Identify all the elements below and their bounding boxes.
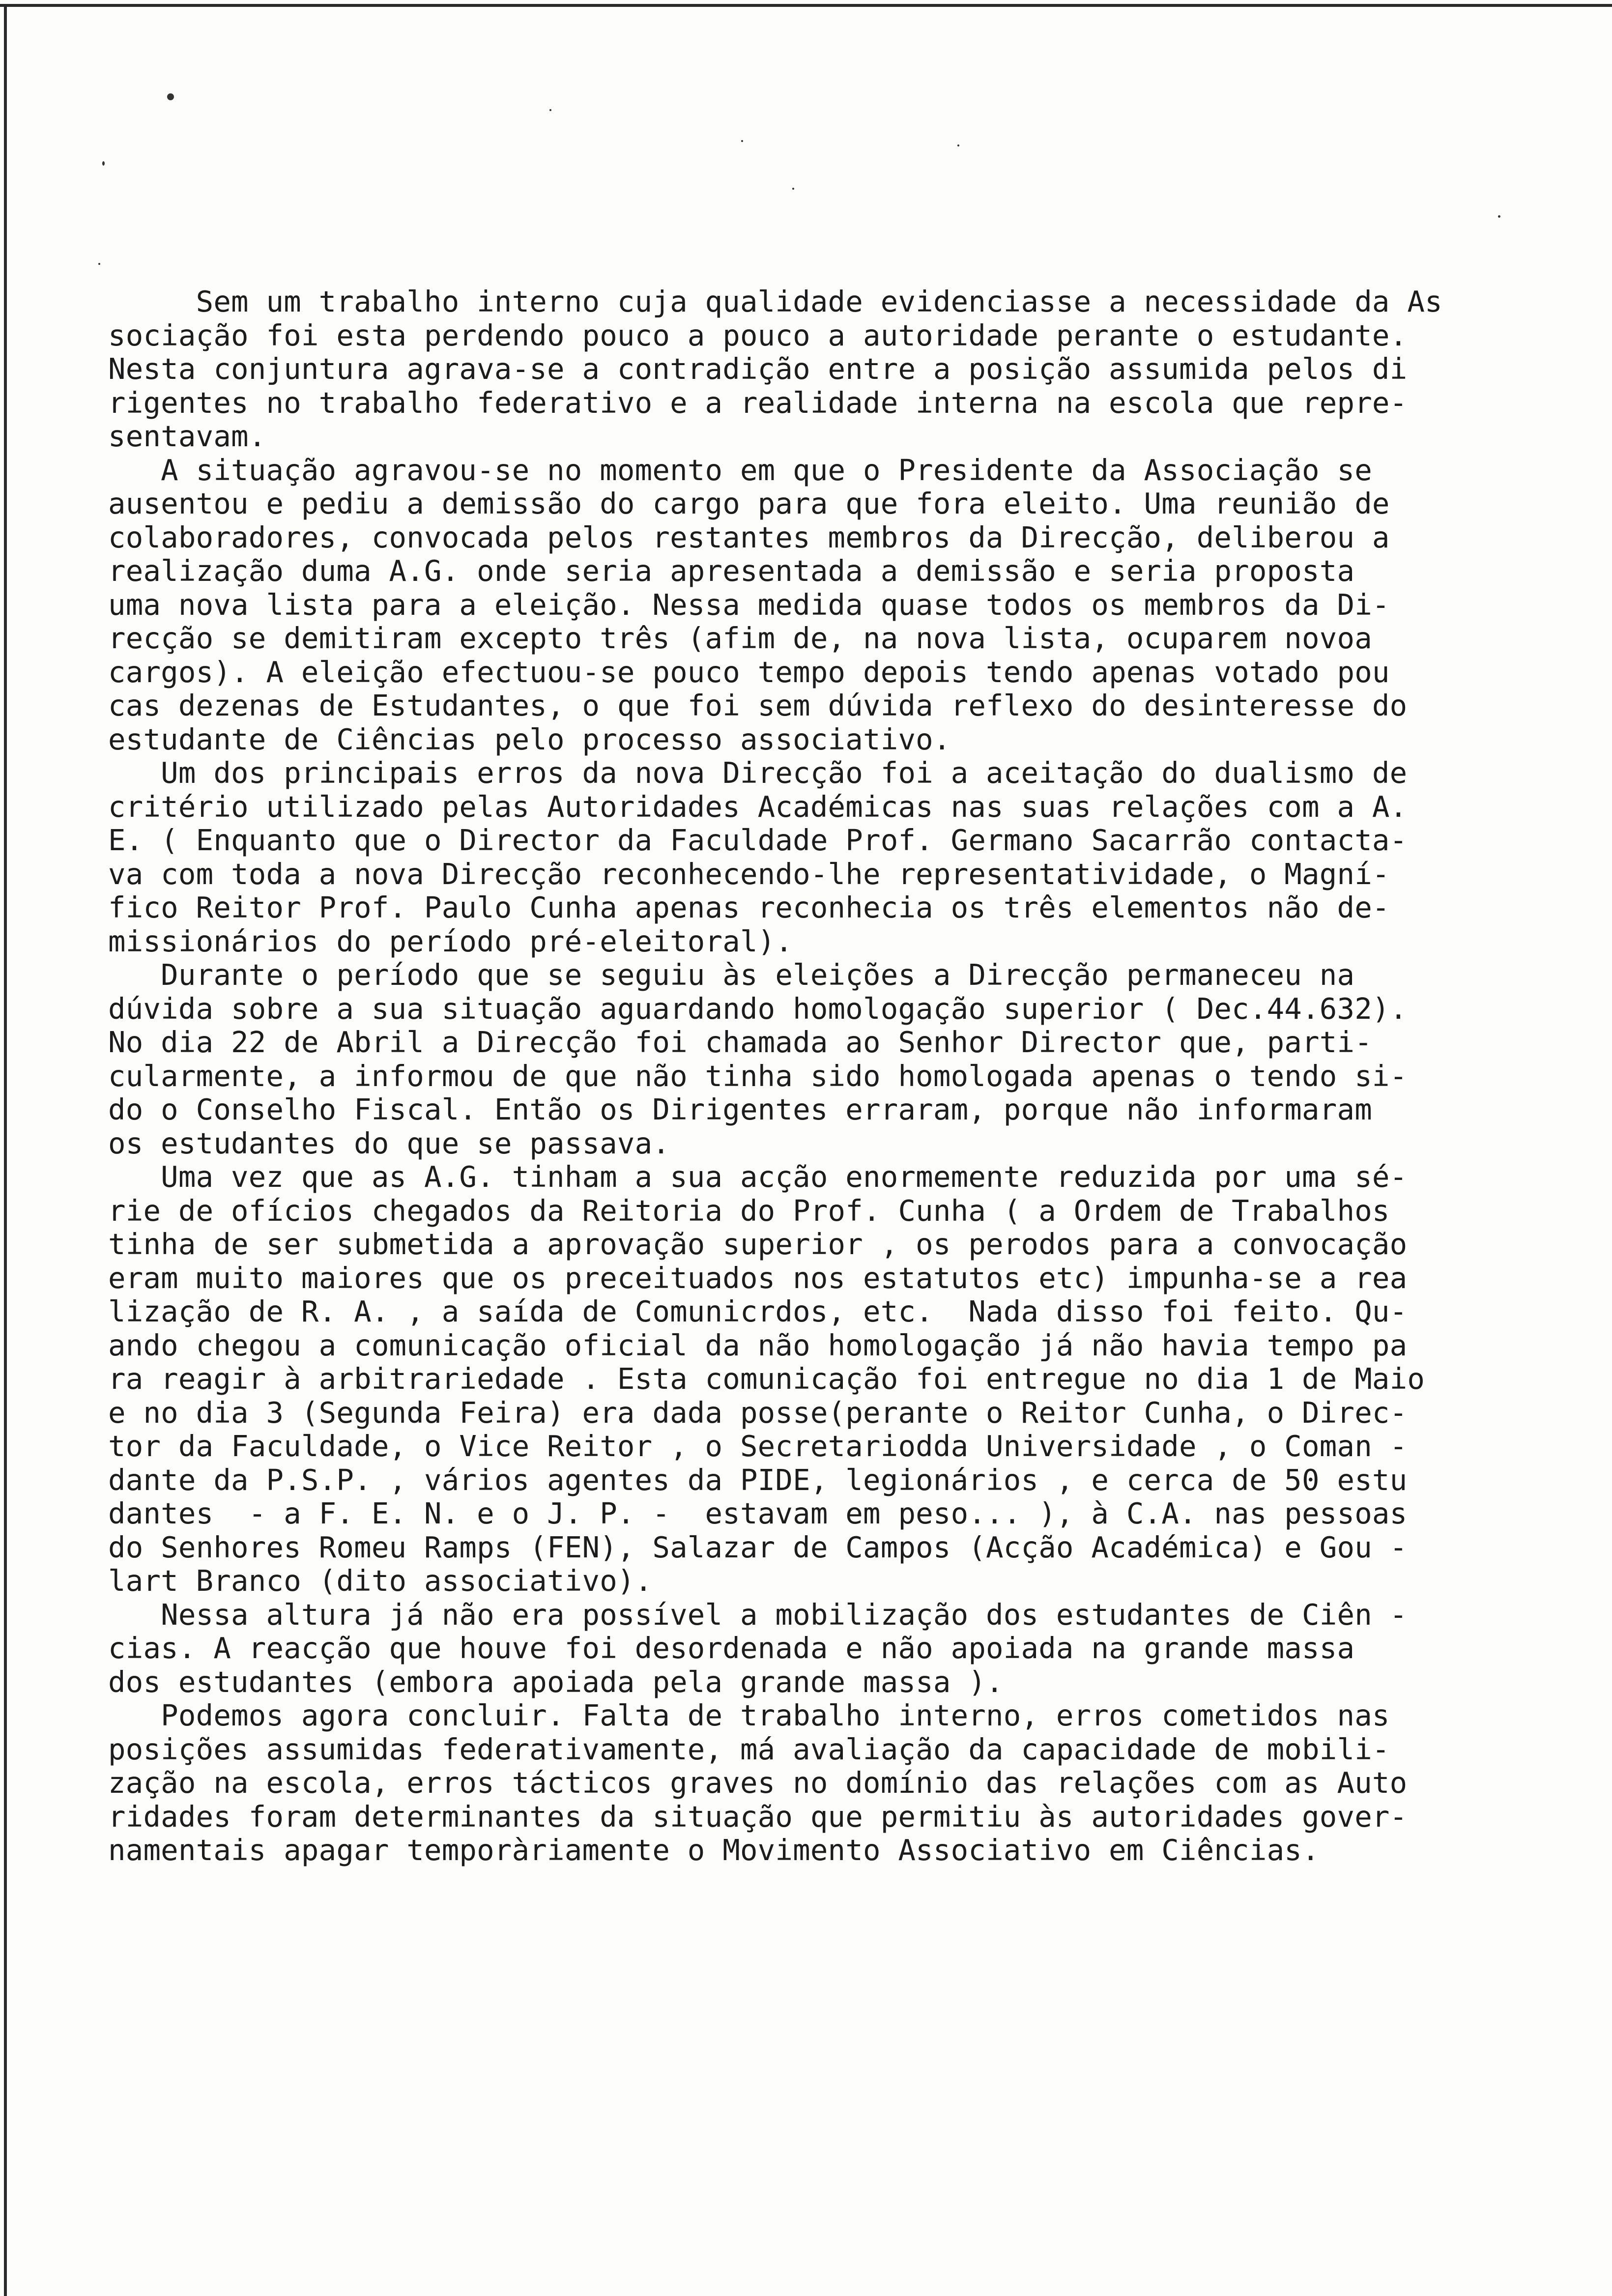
text-line: Nesta conjuntura agrava-se a contradição entre a posição assumida pelos di xyxy=(108,352,1408,386)
text-line: ando chegou a comunicação oficial da não homologação já não havia tempo pa xyxy=(108,1328,1408,1362)
scan-speck xyxy=(102,161,105,166)
text-line: rie de ofícios chegados da Reitoria do Prof. Cunha ( a Ordem de Trabalhos xyxy=(108,1193,1390,1228)
text-line: recção se demitiram excepto três (afim de, na nova lista, ocuparem novoa xyxy=(108,621,1372,655)
scan-speck xyxy=(549,109,551,111)
text-line: dos estudantes (embora apoiada pela grande massa ). xyxy=(108,1665,1004,1699)
text-line: fico Reitor Prof. Paulo Cunha apenas reconhecia os três elementos não de- xyxy=(108,890,1390,924)
text-line: sociação foi esta perdendo pouco a pouco a autoridade perante o estudante. xyxy=(108,318,1408,352)
text-line: ridades foram determinantes da situação que permitiu às autoridades gover- xyxy=(108,1799,1408,1834)
text-line: cas dezenas de Estudantes, o que foi sem dúvida reflexo do desinteresse do xyxy=(108,689,1408,722)
text-line: cias. A reacção que houve foi desordenada e não apoiada na grande massa xyxy=(108,1631,1355,1665)
scan-border-top xyxy=(0,4,1612,7)
text-line: rigentes no trabalho federativo e a realidade interna na escola que repre- xyxy=(108,385,1408,420)
text-line: critério utilizado pelas Autoridades Académicas nas suas relações com a A. xyxy=(108,789,1408,824)
text-line: colaboradores, convocada pelos restantes membros da Direcção, deliberou a xyxy=(108,520,1390,554)
text-line: missionários do período pré-eleitoral). xyxy=(108,924,793,958)
document-body xyxy=(108,285,1563,1867)
text-line: sentavam. xyxy=(108,419,266,453)
text-line: realização duma A.G. onde seria apresentada a demissão e seria proposta xyxy=(108,554,1355,588)
scan-speck xyxy=(792,188,794,190)
text-line: e no dia 3 (Segunda Feira) era dada posse(perante o Reitor Cunha, o Direc- xyxy=(108,1395,1408,1430)
scan-border-left xyxy=(4,4,7,2296)
text-line: uma nova lista para a eleição. Nessa medida quase todos os membros da Di- xyxy=(108,587,1390,622)
text-line: tinha de ser submetida a aprovação superior , os perodos para a convocação xyxy=(108,1227,1408,1261)
text-line: eram muito maiores que os preceituados nos estatutos etc) impunha-se a rea xyxy=(108,1261,1408,1295)
text-line: estudante de Ciências pelo processo associativo. xyxy=(108,722,951,756)
text-line: Sem um trabalho interno cuja qualidade evidenciasse a necessidade da As xyxy=(108,285,1442,318)
text-line: zação na escola, erros tácticos graves no domínio das relações com as Auto xyxy=(108,1766,1408,1800)
text-line: lart Branco (dito associativo). xyxy=(108,1564,653,1598)
text-line: dúvida sobre a sua situação aguardando homologação superior ( Dec.44.632). xyxy=(108,991,1408,1026)
text-line: E. ( Enquanto que o Director da Faculdade Prof. Germano Sacarrão contacta- xyxy=(108,823,1408,857)
text-line: ausentou e pediu a demissão do cargo para que fora eleito. Uma reunião de xyxy=(108,487,1390,520)
scan-speck xyxy=(741,140,743,142)
text-line: No dia 22 de Abril a Direcção foi chamada ao Senhor Director que, parti- xyxy=(108,1025,1372,1059)
text-line: Nessa altura já não era possível a mobilização dos estudantes de Ciên - xyxy=(108,1597,1408,1632)
text-line: Podemos agora concluir. Falta de trabalho interno, erros cometidos nas xyxy=(108,1698,1390,1732)
text-line: Um dos principais erros da nova Direcção foi a aceitação do dualismo de xyxy=(108,756,1408,790)
text-line: cularmente, a informou de que não tinha sido homologada apenas o tendo si- xyxy=(108,1059,1408,1093)
text-line: Durante o período que se seguiu às eleições a Direcção permaneceu na xyxy=(108,958,1355,992)
text-line: dante da P.S.P. , vários agentes da PIDE, legionários , e cerca de 50 estu xyxy=(108,1463,1408,1497)
text-line: Uma vez que as A.G. tinham a sua acção enormemente reduzida por uma sé- xyxy=(108,1160,1408,1194)
text-line: lização de R. A. , a saída de Comunicrdos, etc. Nada disso foi feito. Qu- xyxy=(108,1294,1408,1328)
text-line: cargos). A eleição efectuou-se pouco tempo depois tendo apenas votado pou xyxy=(108,655,1390,689)
scan-speck xyxy=(167,93,174,100)
text-line: do o Conselho Fiscal. Então os Dirigentes erraram, porque não informaram xyxy=(108,1092,1372,1126)
text-line: os estudantes do que se passava. xyxy=(108,1126,670,1160)
text-line: dantes - a F. E. N. e o J. P. - estavam em peso... ), à C.A. nas pessoas xyxy=(108,1496,1408,1530)
scan-speck xyxy=(957,144,959,146)
text-line: ra reagir à arbitrariedade . Esta comunicação foi entregue no dia 1 de Maio xyxy=(108,1362,1425,1396)
scan-speck xyxy=(1498,215,1500,218)
text-line: do Senhores Romeu Ramps (FEN), Salazar de Campos (Acção Académica) e Gou - xyxy=(108,1530,1408,1564)
text-line: posições assumidas federativamente, má avaliação da capacidade de mobili- xyxy=(108,1732,1390,1766)
text-line: va com toda a nova Direcção reconhecendo-lhe representatividade, o Magní- xyxy=(108,857,1390,891)
text-line: A situação agravou-se no momento em que o Presidente da Associação se xyxy=(108,453,1372,487)
text-line: namentais apagar temporàriamente o Movimento Associativo em Ciências. xyxy=(108,1833,1320,1867)
text-line: tor da Faculdade, o Vice Reitor , o Secretariodda Universidade , o Coman - xyxy=(108,1429,1408,1463)
scan-speck xyxy=(98,263,100,265)
